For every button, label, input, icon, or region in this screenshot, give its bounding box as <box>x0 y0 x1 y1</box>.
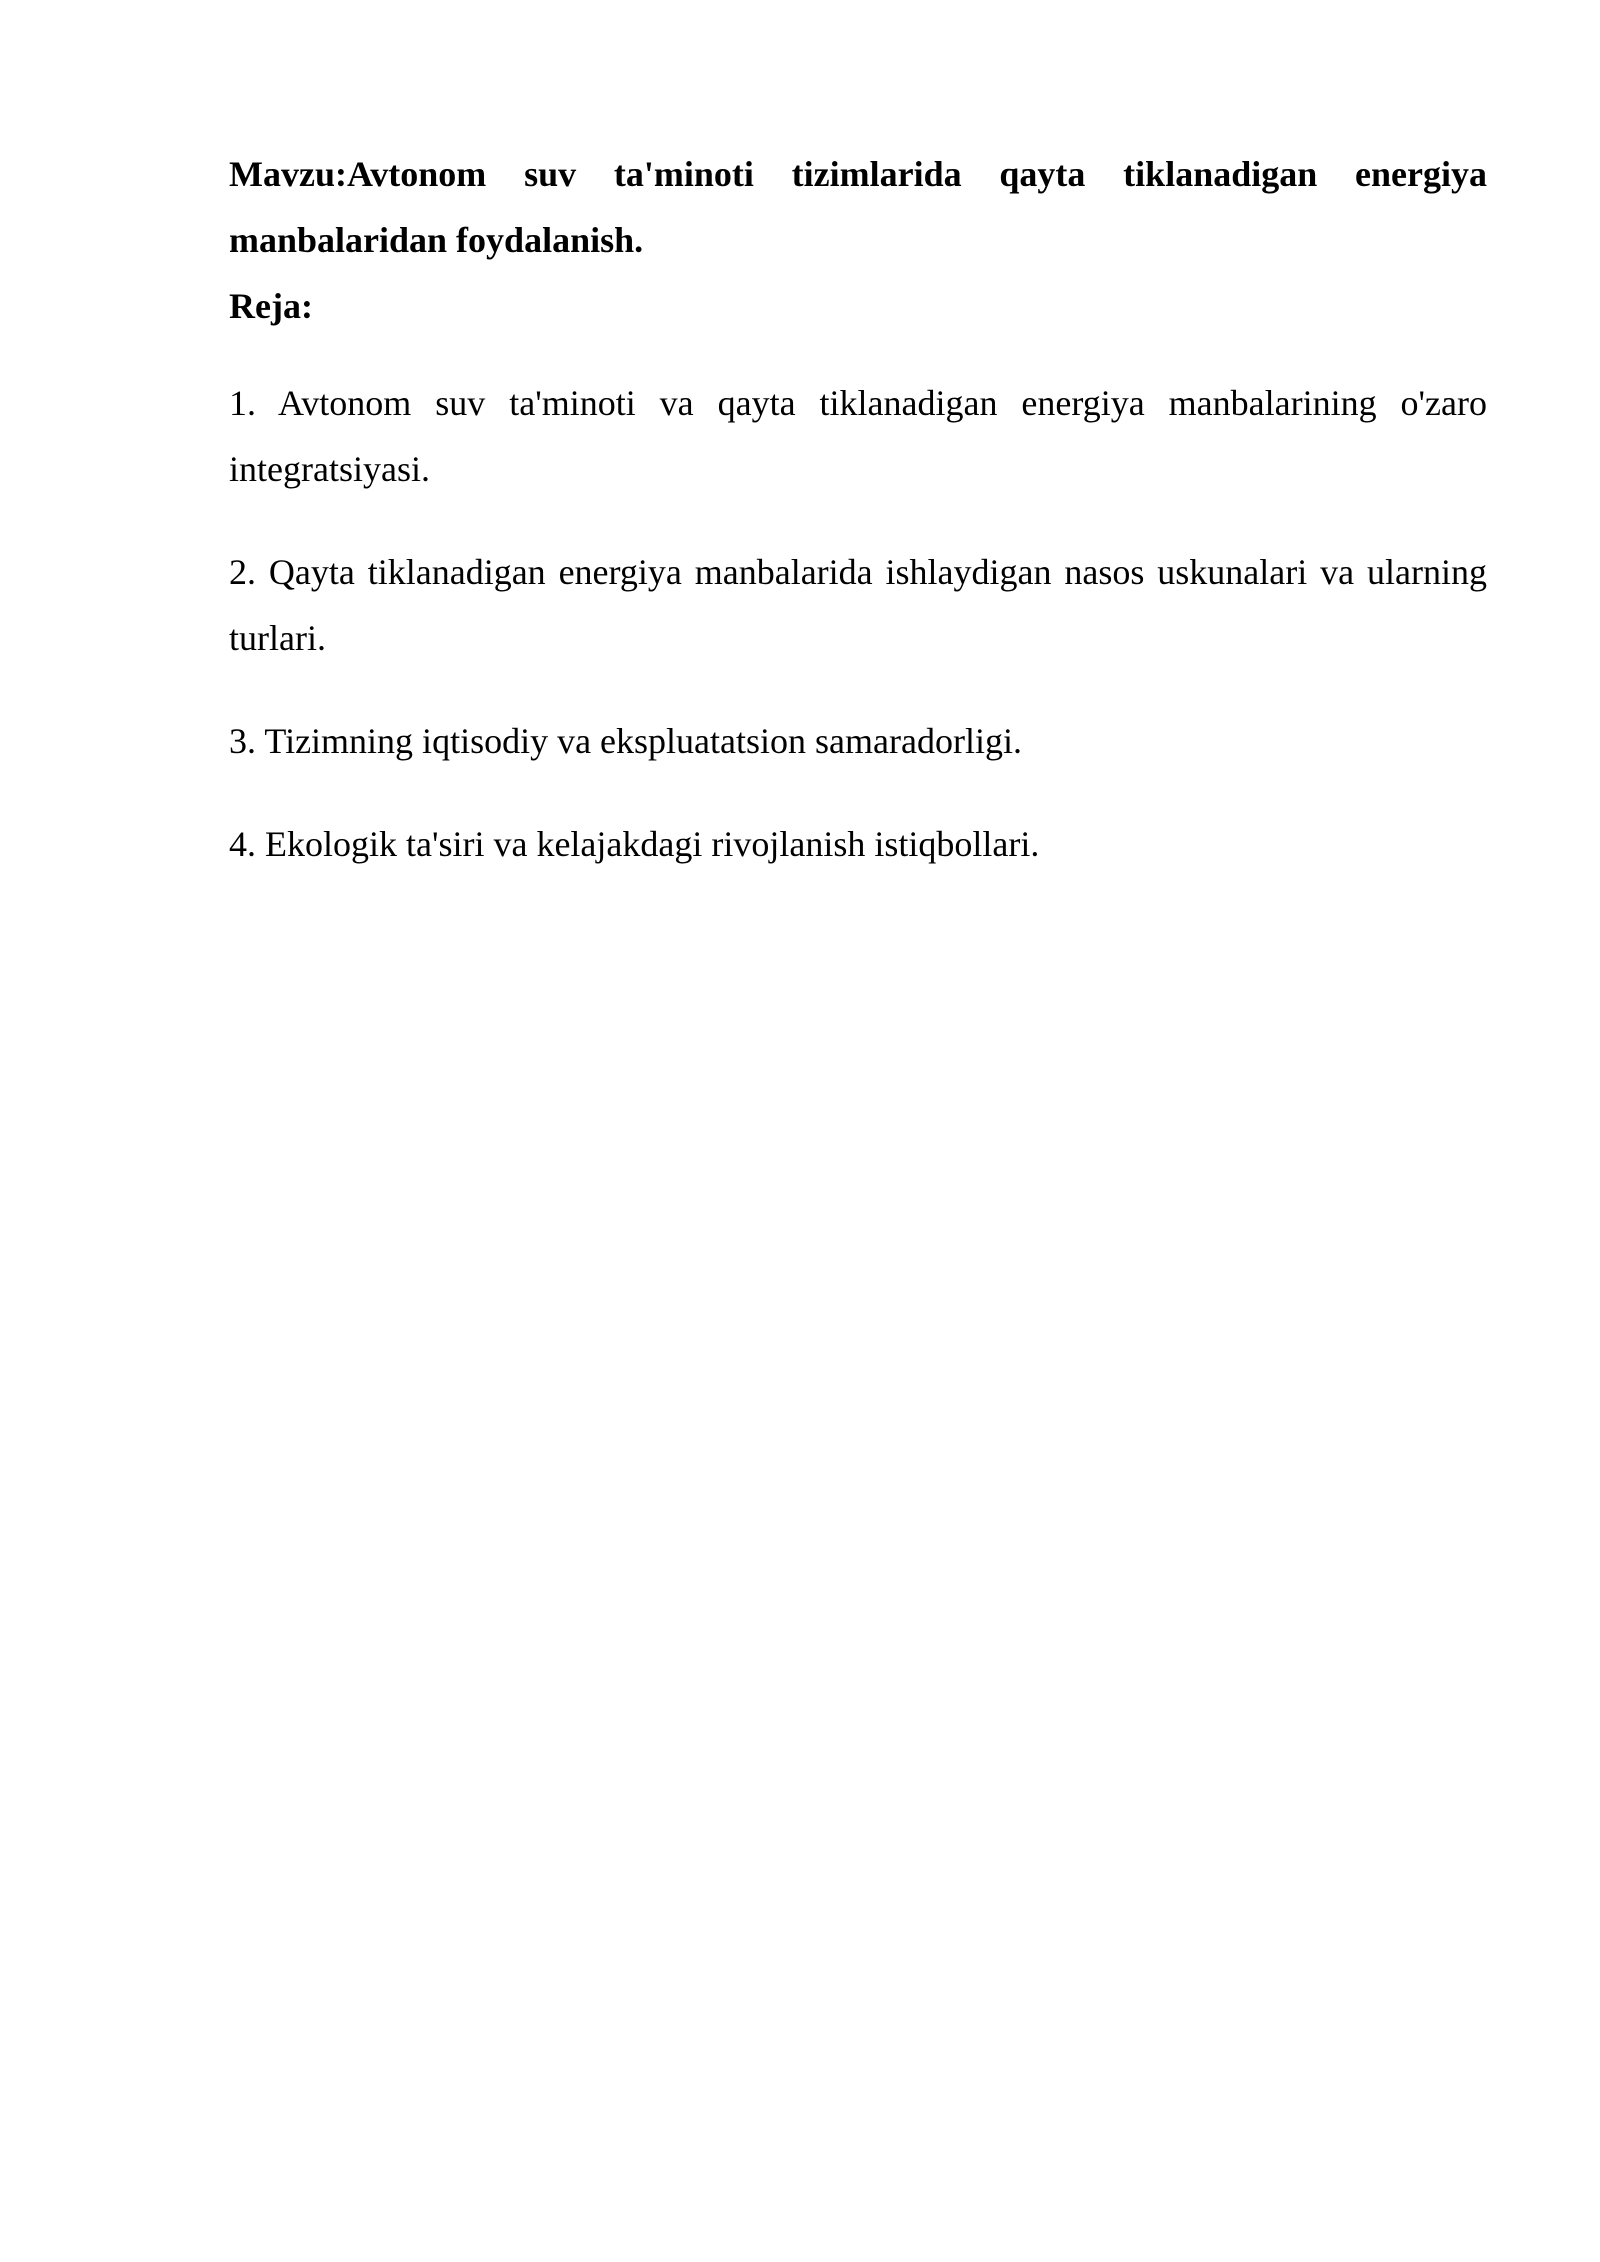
plan-item-2: 2. Qayta tiklanadigan energiya manbalarida ishlaydigan nasos uskunalari va ularning turlari. <box>229 552 1487 658</box>
plan-item-1: 1. Avtonom suv ta'minoti va qayta tiklanadigan energiya manbalarining o'zaro integratsiyasi. <box>229 383 1487 489</box>
plan-list <box>229 370 1487 877</box>
plan-item-3: 3. Tizimning iqtisodiy va ekspluatatsion samaradorligi. <box>229 721 1022 761</box>
document-title: Mavzu:Avtonom suv ta'minoti tizimlarida qayta tiklanadigan energiya manbalaridan foydalanish. <box>229 154 1487 260</box>
plan-heading: Reja: <box>229 286 313 326</box>
plan-item-4: 4. Ekologik ta'siri va kelajakdagi rivojlanish istiqbollari. <box>229 824 1040 864</box>
document-body <box>229 141 1487 914</box>
